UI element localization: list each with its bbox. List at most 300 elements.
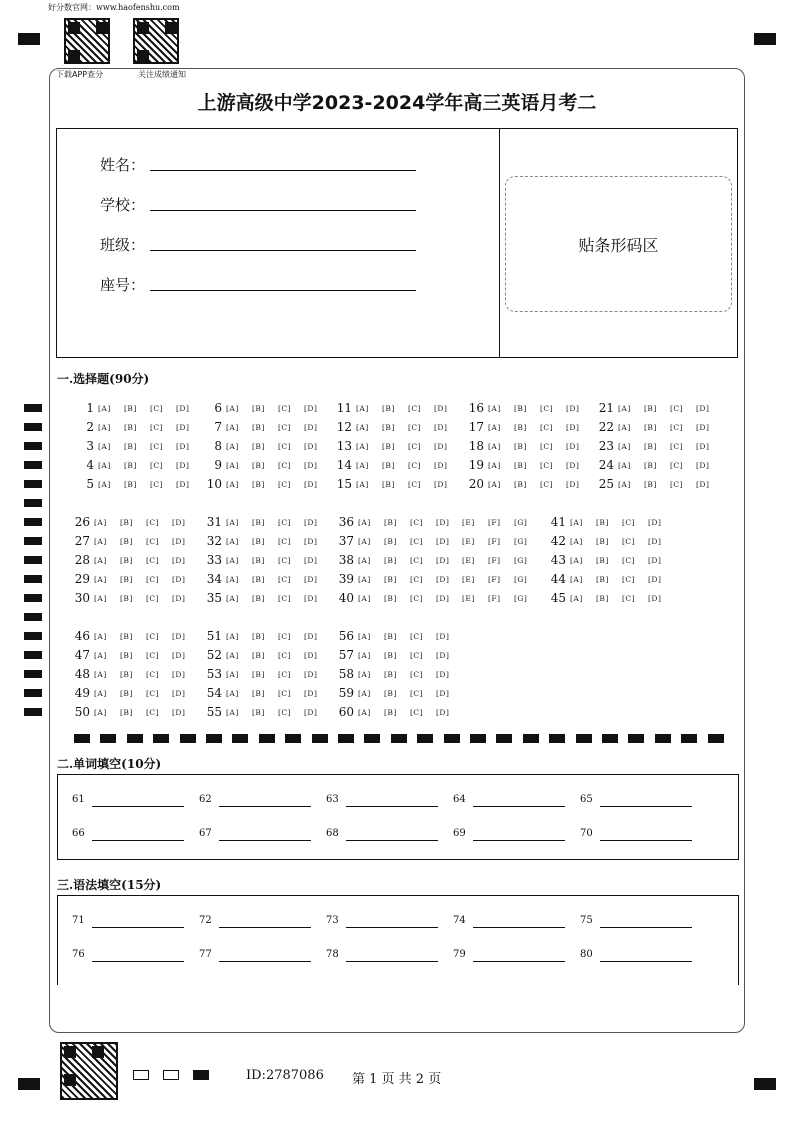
- timing-mark: [24, 442, 42, 450]
- answer-bubble[interactable]: [D]: [304, 688, 318, 698]
- answer-bubble[interactable]: [D]: [176, 422, 190, 432]
- answer-bubble[interactable]: [B]: [514, 422, 527, 432]
- answer-bubble[interactable]: [B]: [120, 593, 133, 603]
- answer-bubble[interactable]: [A]: [94, 536, 107, 546]
- answer-bubble[interactable]: [A]: [98, 403, 111, 413]
- answer-bubble[interactable]: [A]: [570, 574, 583, 584]
- answer-bubble[interactable]: [D]: [172, 650, 186, 660]
- answer-bubble[interactable]: [C]: [146, 574, 160, 584]
- answer-bubble[interactable]: [A]: [226, 688, 239, 698]
- answer-bubble[interactable]: [D]: [648, 593, 662, 603]
- answer-bubble[interactable]: [F]: [488, 536, 501, 546]
- answer-bubble[interactable]: [A]: [488, 460, 501, 470]
- answer-bubble[interactable]: [C]: [622, 517, 636, 527]
- answer-bubble[interactable]: [E]: [462, 574, 475, 584]
- answer-bubble[interactable]: [C]: [278, 669, 292, 679]
- answer-bubble[interactable]: [C]: [622, 536, 636, 546]
- answer-bubble[interactable]: [C]: [146, 688, 160, 698]
- answer-bubble[interactable]: [A]: [358, 536, 371, 546]
- answer-bubble[interactable]: [D]: [436, 536, 450, 546]
- answer-bubble[interactable]: [D]: [304, 669, 318, 679]
- answer-bubble[interactable]: [B]: [252, 403, 265, 413]
- answer-bubble[interactable]: [D]: [566, 441, 580, 451]
- question-number: 54: [206, 686, 222, 700]
- answer-bubble[interactable]: [B]: [120, 650, 133, 660]
- answer-bubble[interactable]: [D]: [696, 403, 710, 413]
- answer-bubble[interactable]: [D]: [566, 403, 580, 413]
- answer-bubble[interactable]: [D]: [304, 707, 318, 717]
- answer-bubble[interactable]: [E]: [462, 593, 475, 603]
- answer-bubble[interactable]: [B]: [644, 422, 657, 432]
- answer-bubble[interactable]: [E]: [462, 536, 475, 546]
- answer-bubble[interactable]: [C]: [410, 517, 424, 527]
- answer-bubble[interactable]: [D]: [304, 479, 318, 489]
- answer-bubble[interactable]: [C]: [278, 555, 292, 565]
- answer-bubble[interactable]: [B]: [120, 536, 133, 546]
- answer-bubble[interactable]: [B]: [252, 574, 265, 584]
- answer-bubble[interactable]: [D]: [172, 555, 186, 565]
- fill-answer-line[interactable]: [219, 961, 311, 962]
- answer-bubble[interactable]: [C]: [408, 403, 422, 413]
- answer-bubble[interactable]: [D]: [172, 631, 186, 641]
- answer-bubble[interactable]: [D]: [304, 593, 318, 603]
- answer-bubble[interactable]: [A]: [570, 517, 583, 527]
- answer-bubble[interactable]: [C]: [410, 555, 424, 565]
- answer-bubble[interactable]: [D]: [172, 707, 186, 717]
- answer-bubble[interactable]: [A]: [94, 631, 107, 641]
- answer-bubble[interactable]: [D]: [304, 403, 318, 413]
- answer-bubble[interactable]: [B]: [644, 479, 657, 489]
- answer-bubble[interactable]: [A]: [98, 441, 111, 451]
- seat-field[interactable]: [150, 290, 416, 291]
- answer-bubble[interactable]: [C]: [622, 555, 636, 565]
- answer-bubble[interactable]: [G]: [514, 517, 528, 527]
- answer-bubble[interactable]: [D]: [648, 517, 662, 527]
- class-field[interactable]: [150, 250, 416, 251]
- answer-bubble[interactable]: [A]: [358, 688, 371, 698]
- answer-bubble[interactable]: [C]: [670, 422, 684, 432]
- question-row: [196, 514, 330, 530]
- answer-bubble[interactable]: [D]: [696, 479, 710, 489]
- answer-bubble[interactable]: [D]: [648, 536, 662, 546]
- answer-bubble[interactable]: [A]: [356, 460, 369, 470]
- question-number: 6: [214, 401, 222, 415]
- name-field[interactable]: [150, 170, 416, 171]
- answer-bubble[interactable]: [A]: [94, 688, 107, 698]
- answer-bubble[interactable]: [A]: [570, 593, 583, 603]
- answer-bubble[interactable]: [D]: [436, 574, 450, 584]
- answer-bubble[interactable]: [B]: [120, 555, 133, 565]
- answer-bubble[interactable]: [D]: [436, 707, 450, 717]
- answer-bubble[interactable]: [D]: [304, 517, 318, 527]
- answer-bubble[interactable]: [B]: [596, 536, 609, 546]
- answer-bubble[interactable]: [C]: [540, 479, 554, 489]
- fill-answer-line[interactable]: [219, 806, 311, 807]
- answer-bubble[interactable]: [A]: [570, 536, 583, 546]
- answer-bubble[interactable]: [B]: [382, 460, 395, 470]
- answer-bubble[interactable]: [G]: [514, 574, 528, 584]
- answer-bubble[interactable]: [D]: [176, 479, 190, 489]
- answer-bubble[interactable]: [F]: [488, 517, 501, 527]
- answer-bubble[interactable]: [C]: [410, 593, 424, 603]
- fill-answer-line[interactable]: [219, 840, 311, 841]
- answer-bubble[interactable]: [B]: [514, 479, 527, 489]
- answer-bubble[interactable]: [A]: [356, 403, 369, 413]
- answer-bubble[interactable]: [B]: [252, 460, 265, 470]
- answer-bubble[interactable]: [A]: [358, 555, 371, 565]
- answer-bubble[interactable]: [B]: [384, 631, 397, 641]
- answer-bubble[interactable]: [B]: [252, 669, 265, 679]
- answer-bubble[interactable]: [A]: [226, 460, 239, 470]
- fill-answer-line[interactable]: [219, 927, 311, 928]
- fill-answer-line[interactable]: [600, 961, 692, 962]
- fill-answer-line[interactable]: [473, 927, 565, 928]
- answer-bubble[interactable]: [B]: [382, 479, 395, 489]
- answer-bubble[interactable]: [D]: [176, 441, 190, 451]
- answer-bubble[interactable]: [A]: [226, 422, 239, 432]
- fill-answer-line[interactable]: [92, 840, 184, 841]
- answer-bubble[interactable]: [B]: [384, 574, 397, 584]
- answer-bubble[interactable]: [A]: [226, 574, 239, 584]
- fill-answer-line[interactable]: [346, 806, 438, 807]
- answer-bubble[interactable]: [D]: [172, 517, 186, 527]
- answer-bubble[interactable]: [D]: [648, 555, 662, 565]
- timing-mark: [24, 613, 42, 621]
- answer-bubble[interactable]: [A]: [226, 536, 239, 546]
- answer-bubble[interactable]: [B]: [120, 707, 133, 717]
- answer-bubble[interactable]: [C]: [278, 650, 292, 660]
- answer-bubble[interactable]: [C]: [278, 517, 292, 527]
- answer-bubble[interactable]: [B]: [252, 555, 265, 565]
- fill-answer-line[interactable]: [346, 840, 438, 841]
- fill-item-number: 66: [72, 828, 85, 839]
- answer-bubble[interactable]: [D]: [436, 669, 450, 679]
- answer-bubble[interactable]: [D]: [696, 441, 710, 451]
- answer-bubble[interactable]: [C]: [146, 631, 160, 641]
- answer-bubble[interactable]: [C]: [278, 707, 292, 717]
- answer-bubble[interactable]: [C]: [410, 688, 424, 698]
- answer-bubble[interactable]: [F]: [488, 593, 501, 603]
- answer-bubble[interactable]: [A]: [98, 422, 111, 432]
- answer-bubble[interactable]: [C]: [670, 460, 684, 470]
- answer-bubble[interactable]: [D]: [304, 574, 318, 584]
- answer-bubble[interactable]: [B]: [382, 403, 395, 413]
- answer-bubble[interactable]: [D]: [434, 479, 448, 489]
- answer-bubble[interactable]: [C]: [410, 707, 424, 717]
- answer-bubble[interactable]: [B]: [384, 555, 397, 565]
- answer-bubble[interactable]: [B]: [596, 574, 609, 584]
- answer-bubble[interactable]: [C]: [408, 460, 422, 470]
- answer-bubble[interactable]: [D]: [434, 422, 448, 432]
- answer-bubble[interactable]: [A]: [358, 650, 371, 660]
- answer-bubble[interactable]: [C]: [622, 593, 636, 603]
- answer-bubble[interactable]: [B]: [124, 460, 137, 470]
- answer-bubble[interactable]: [C]: [278, 479, 292, 489]
- answer-bubble[interactable]: [D]: [436, 555, 450, 565]
- answer-bubble[interactable]: [D]: [566, 479, 580, 489]
- answer-bubble[interactable]: [B]: [596, 555, 609, 565]
- answer-bubble[interactable]: [C]: [146, 593, 160, 603]
- separator-mark: [470, 734, 486, 743]
- answer-bubble[interactable]: [B]: [384, 669, 397, 679]
- answer-bubble[interactable]: [B]: [382, 422, 395, 432]
- answer-bubble[interactable]: [E]: [462, 517, 475, 527]
- answer-bubble[interactable]: [B]: [252, 441, 265, 451]
- fill-item-number: 75: [580, 915, 593, 926]
- answer-bubble[interactable]: [A]: [226, 403, 239, 413]
- answer-bubble[interactable]: [D]: [436, 650, 450, 660]
- answer-bubble[interactable]: [A]: [618, 403, 631, 413]
- answer-bubble[interactable]: [A]: [94, 707, 107, 717]
- answer-bubble[interactable]: [C]: [146, 669, 160, 679]
- answer-bubble[interactable]: [A]: [226, 631, 239, 641]
- answer-bubble[interactable]: [A]: [94, 650, 107, 660]
- answer-bubble[interactable]: [F]: [488, 555, 501, 565]
- answer-bubble[interactable]: [B]: [514, 441, 527, 451]
- answer-bubble[interactable]: [C]: [410, 574, 424, 584]
- fill-answer-line[interactable]: [600, 806, 692, 807]
- answer-bubble[interactable]: [B]: [252, 707, 265, 717]
- answer-bubble[interactable]: [A]: [488, 403, 501, 413]
- answer-bubble[interactable]: [C]: [540, 460, 554, 470]
- answer-bubble[interactable]: [C]: [150, 422, 164, 432]
- answer-bubble[interactable]: [C]: [670, 403, 684, 413]
- answer-bubble[interactable]: [D]: [696, 460, 710, 470]
- answer-bubble[interactable]: [B]: [384, 593, 397, 603]
- question-row: [588, 400, 722, 416]
- answer-bubble[interactable]: [C]: [410, 631, 424, 641]
- answer-bubble[interactable]: [A]: [356, 422, 369, 432]
- answer-bubble[interactable]: [D]: [648, 574, 662, 584]
- answer-bubble[interactable]: [C]: [408, 479, 422, 489]
- answer-bubble[interactable]: [A]: [358, 669, 371, 679]
- answer-bubble[interactable]: [B]: [514, 403, 527, 413]
- separator-mark: [312, 734, 328, 743]
- answer-bubble[interactable]: [D]: [434, 403, 448, 413]
- answer-bubble[interactable]: [A]: [226, 517, 239, 527]
- answer-bubble[interactable]: [B]: [124, 422, 137, 432]
- answer-bubble[interactable]: [G]: [514, 555, 528, 565]
- answer-bubble[interactable]: [C]: [278, 403, 292, 413]
- answer-bubble[interactable]: [B]: [252, 593, 265, 603]
- answer-bubble[interactable]: [A]: [226, 441, 239, 451]
- answer-bubble[interactable]: [A]: [226, 479, 239, 489]
- answer-bubble[interactable]: [B]: [252, 517, 265, 527]
- answer-bubble[interactable]: [C]: [670, 441, 684, 451]
- answer-bubble[interactable]: [B]: [596, 593, 609, 603]
- answer-bubble[interactable]: [E]: [462, 555, 475, 565]
- fill-answer-line[interactable]: [346, 927, 438, 928]
- answer-bubble[interactable]: [C]: [146, 650, 160, 660]
- answer-bubble[interactable]: [G]: [514, 536, 528, 546]
- answer-bubble[interactable]: [B]: [252, 422, 265, 432]
- answer-bubble[interactable]: [A]: [358, 707, 371, 717]
- answer-bubble[interactable]: [C]: [150, 441, 164, 451]
- fill-answer-line[interactable]: [92, 927, 184, 928]
- answer-bubble[interactable]: [D]: [176, 403, 190, 413]
- answer-bubble[interactable]: [D]: [176, 460, 190, 470]
- school-field[interactable]: [150, 210, 416, 211]
- answer-bubble[interactable]: [A]: [94, 555, 107, 565]
- answer-bubble[interactable]: [A]: [618, 441, 631, 451]
- answer-bubble[interactable]: [D]: [304, 460, 318, 470]
- answer-bubble[interactable]: [A]: [94, 593, 107, 603]
- answer-bubble[interactable]: [C]: [410, 536, 424, 546]
- answer-bubble[interactable]: [A]: [488, 479, 501, 489]
- answer-bubble[interactable]: [A]: [226, 593, 239, 603]
- answer-bubble[interactable]: [B]: [644, 441, 657, 451]
- answer-bubble[interactable]: [B]: [252, 650, 265, 660]
- answer-bubble[interactable]: [D]: [304, 555, 318, 565]
- timing-mark: [24, 499, 42, 507]
- answer-bubble[interactable]: [B]: [644, 460, 657, 470]
- answer-bubble[interactable]: [B]: [252, 688, 265, 698]
- answer-bubble[interactable]: [C]: [622, 574, 636, 584]
- answer-bubble[interactable]: [A]: [570, 555, 583, 565]
- answer-bubble[interactable]: [A]: [356, 479, 369, 489]
- question-row: [328, 533, 540, 549]
- answer-bubble[interactable]: [C]: [278, 441, 292, 451]
- answer-bubble[interactable]: [D]: [304, 631, 318, 641]
- fill-answer-line[interactable]: [92, 961, 184, 962]
- answer-bubble[interactable]: [B]: [252, 631, 265, 641]
- answer-bubble[interactable]: [D]: [436, 688, 450, 698]
- answer-bubble[interactable]: [A]: [356, 441, 369, 451]
- answer-bubble[interactable]: [F]: [488, 574, 501, 584]
- answer-bubble[interactable]: [D]: [434, 460, 448, 470]
- answer-bubble[interactable]: [D]: [172, 669, 186, 679]
- answer-bubble[interactable]: [A]: [358, 593, 371, 603]
- answer-bubble[interactable]: [D]: [436, 631, 450, 641]
- answer-bubble[interactable]: [C]: [146, 707, 160, 717]
- answer-bubble[interactable]: [D]: [566, 460, 580, 470]
- answer-bubble[interactable]: [B]: [382, 441, 395, 451]
- answer-bubble[interactable]: [B]: [124, 441, 137, 451]
- question-number: 34: [206, 572, 222, 586]
- answer-bubble[interactable]: [B]: [384, 688, 397, 698]
- answer-bubble[interactable]: [B]: [384, 517, 397, 527]
- question-number: 7: [214, 420, 222, 434]
- class-label: 班级：: [100, 236, 146, 254]
- answer-bubble[interactable]: [B]: [120, 669, 133, 679]
- answer-bubble[interactable]: [C]: [146, 536, 160, 546]
- answer-bubble[interactable]: [C]: [410, 650, 424, 660]
- fill-answer-line[interactable]: [473, 961, 565, 962]
- answer-bubble[interactable]: [C]: [278, 460, 292, 470]
- answer-bubble[interactable]: [A]: [358, 517, 371, 527]
- answer-bubble[interactable]: [B]: [384, 536, 397, 546]
- answer-bubble[interactable]: [B]: [644, 403, 657, 413]
- answer-bubble[interactable]: [A]: [358, 574, 371, 584]
- answer-bubble[interactable]: [B]: [124, 479, 137, 489]
- answer-bubble[interactable]: [B]: [596, 517, 609, 527]
- answer-bubble[interactable]: [D]: [566, 422, 580, 432]
- answer-bubble[interactable]: [B]: [120, 517, 133, 527]
- answer-bubble[interactable]: [D]: [434, 441, 448, 451]
- answer-bubble[interactable]: [A]: [618, 422, 631, 432]
- answer-bubble[interactable]: [D]: [304, 536, 318, 546]
- answer-bubble[interactable]: [C]: [540, 441, 554, 451]
- answer-bubble[interactable]: [C]: [278, 631, 292, 641]
- answer-bubble[interactable]: [A]: [358, 631, 371, 641]
- answer-bubble[interactable]: [C]: [150, 460, 164, 470]
- fill-answer-line[interactable]: [92, 806, 184, 807]
- answer-bubble[interactable]: [B]: [252, 479, 265, 489]
- answer-bubble[interactable]: [A]: [618, 460, 631, 470]
- answer-bubble[interactable]: [B]: [120, 688, 133, 698]
- fill-answer-line[interactable]: [600, 927, 692, 928]
- answer-bubble[interactable]: [A]: [98, 479, 111, 489]
- question-row: [196, 666, 330, 682]
- answer-bubble[interactable]: [A]: [226, 555, 239, 565]
- answer-bubble[interactable]: [C]: [670, 479, 684, 489]
- answer-bubble[interactable]: [D]: [436, 593, 450, 603]
- fill-item-number: 77: [199, 949, 212, 960]
- answer-bubble[interactable]: [A]: [98, 460, 111, 470]
- answer-bubble[interactable]: [C]: [278, 422, 292, 432]
- answer-bubble[interactable]: [A]: [618, 479, 631, 489]
- answer-bubble[interactable]: [B]: [252, 536, 265, 546]
- answer-bubble[interactable]: [B]: [384, 650, 397, 660]
- answer-bubble[interactable]: [C]: [146, 555, 160, 565]
- fill-answer-line[interactable]: [473, 806, 565, 807]
- answer-bubble[interactable]: [C]: [408, 441, 422, 451]
- answer-bubble[interactable]: [D]: [304, 422, 318, 432]
- answer-bubble[interactable]: [D]: [172, 688, 186, 698]
- answer-bubble[interactable]: [A]: [94, 517, 107, 527]
- fill-answer-line[interactable]: [600, 840, 692, 841]
- answer-bubble[interactable]: [B]: [120, 574, 133, 584]
- fill-answer-line[interactable]: [473, 840, 565, 841]
- answer-bubble[interactable]: [D]: [172, 593, 186, 603]
- answer-bubble[interactable]: [C]: [540, 422, 554, 432]
- answer-bubble[interactable]: [C]: [278, 574, 292, 584]
- answer-bubble[interactable]: [A]: [226, 650, 239, 660]
- answer-bubble[interactable]: [D]: [172, 574, 186, 584]
- answer-bubble[interactable]: [D]: [304, 650, 318, 660]
- answer-bubble[interactable]: [A]: [488, 441, 501, 451]
- answer-bubble[interactable]: [C]: [278, 688, 292, 698]
- answer-bubble[interactable]: [C]: [540, 403, 554, 413]
- answer-bubble[interactable]: [C]: [408, 422, 422, 432]
- answer-bubble[interactable]: [A]: [488, 422, 501, 432]
- answer-bubble[interactable]: [G]: [514, 593, 528, 603]
- answer-bubble[interactable]: [D]: [436, 517, 450, 527]
- timing-mark: [24, 632, 42, 640]
- answer-bubble[interactable]: [B]: [514, 460, 527, 470]
- answer-bubble[interactable]: [A]: [226, 707, 239, 717]
- answer-bubble[interactable]: [B]: [120, 631, 133, 641]
- answer-bubble[interactable]: [A]: [94, 669, 107, 679]
- answer-bubble[interactable]: [D]: [696, 422, 710, 432]
- answer-bubble[interactable]: [C]: [150, 403, 164, 413]
- answer-bubble[interactable]: [C]: [150, 479, 164, 489]
- answer-bubble[interactable]: [B]: [384, 707, 397, 717]
- answer-bubble[interactable]: [C]: [278, 536, 292, 546]
- fill-answer-line[interactable]: [346, 961, 438, 962]
- answer-bubble[interactable]: [C]: [146, 517, 160, 527]
- answer-bubble[interactable]: [D]: [172, 536, 186, 546]
- question-number: 44: [550, 572, 566, 586]
- answer-bubble[interactable]: [B]: [124, 403, 137, 413]
- answer-bubble[interactable]: [C]: [278, 593, 292, 603]
- question-number: 30: [74, 591, 90, 605]
- answer-bubble[interactable]: [D]: [304, 441, 318, 451]
- answer-bubble[interactable]: [A]: [226, 669, 239, 679]
- answer-bubble[interactable]: [C]: [410, 669, 424, 679]
- question-number: 57: [338, 648, 354, 662]
- answer-bubble[interactable]: [A]: [94, 574, 107, 584]
